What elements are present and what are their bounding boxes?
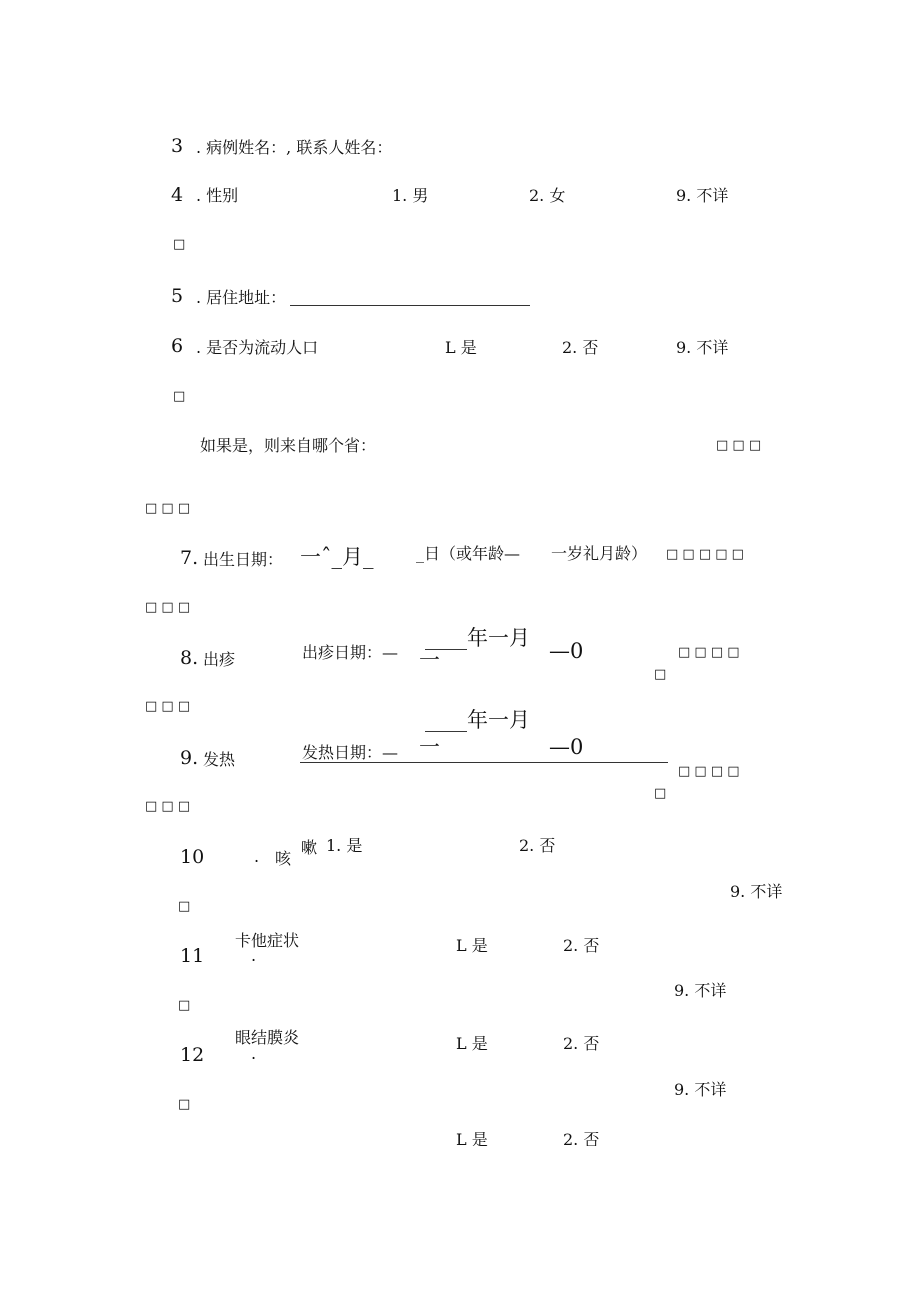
q6-option-yes[interactable]: L 是	[445, 338, 477, 357]
q7-birth-month[interactable]: 一ˆ_月_	[300, 545, 374, 569]
q12-checkbox[interactable]: □	[178, 1097, 191, 1112]
q6-option-unknown[interactable]: 9. 不详	[676, 338, 729, 357]
q4-label: . 性别	[196, 186, 239, 205]
q6-province-boxes-row2[interactable]: □ □ □	[145, 501, 191, 516]
q8-number: 8.	[180, 647, 199, 669]
q8-boxes-row2[interactable]: □ □ □	[145, 699, 191, 714]
q11-option-unknown[interactable]: 9. 不详	[674, 981, 727, 1000]
q4-option-male[interactable]: 1. 男	[392, 186, 429, 205]
q10-number: 10	[180, 846, 205, 868]
q9-boxes-row2[interactable]: □ □ □	[145, 799, 191, 814]
q8-box-extra[interactable]: □	[654, 667, 667, 682]
q6-province-question: 如果是，则来自哪个省：	[200, 436, 377, 455]
q7-age-months[interactable]: 一岁礼月龄）	[551, 544, 648, 563]
q6-checkbox[interactable]: □	[173, 389, 186, 404]
q13-option-yes-clip	[456, 1132, 516, 1146]
q8-rash-dash: 一	[419, 648, 440, 672]
q12-dot: .	[251, 1044, 257, 1063]
q9-box-extra[interactable]: □	[654, 786, 667, 801]
q9-fever-day[interactable]: —0	[549, 735, 584, 759]
q8-label: 出疹	[203, 650, 236, 669]
q10-dot: .	[254, 847, 260, 866]
q7-label: 出生日期：	[203, 550, 284, 569]
q10-option-yes[interactable]: 1. 是	[326, 836, 363, 855]
q12-number: 12	[180, 1044, 205, 1066]
q6-number: 6	[171, 335, 184, 357]
q12-option-yes[interactable]: L 是	[456, 1034, 488, 1053]
q12-option-no[interactable]: 2. 否	[563, 1034, 600, 1053]
q7-birth-day-or-age[interactable]: _日（或年龄—	[416, 544, 521, 563]
q6-option-no[interactable]: 2. 否	[562, 338, 599, 357]
q5-address-field[interactable]	[290, 305, 530, 306]
q12-label: 眼结膜炎	[235, 1028, 300, 1047]
q4-option-female[interactable]: 2. 女	[529, 186, 566, 205]
q10-label: 咳	[275, 849, 292, 868]
q13-option-no-clip	[563, 1132, 623, 1146]
q10-option-no[interactable]: 2. 否	[519, 836, 556, 855]
q9-number: 9.	[180, 747, 199, 769]
q11-label: 卡他症状	[235, 931, 300, 950]
q8-boxes[interactable]: □ □ □ □	[678, 645, 740, 660]
q4-number: 4	[171, 184, 184, 206]
q11-option-yes[interactable]: L 是	[456, 936, 488, 955]
q5-label: . 居住地址：	[196, 288, 287, 307]
q13-option-yes[interactable]: L 是	[456, 1132, 488, 1146]
q6-label: . 是否为流动人口	[196, 338, 319, 357]
q11-option-no[interactable]: 2. 否	[563, 936, 600, 955]
q7-boxes[interactable]: □ □ □ □ □	[666, 547, 744, 562]
q8-rash-year-month[interactable]: ____年一月	[425, 626, 530, 650]
q9-fever-year-month[interactable]: ____年一月	[425, 708, 530, 732]
q10-checkbox[interactable]: □	[178, 899, 191, 914]
q9-label: 发热	[203, 750, 236, 769]
q9-fever-date-label: 发热日期：—	[302, 743, 399, 762]
q11-checkbox[interactable]: □	[178, 998, 191, 1013]
q3-number: 3	[171, 135, 184, 157]
q9-fever-dash: 一	[419, 735, 440, 759]
q4-checkbox[interactable]: □	[173, 237, 186, 252]
q13-option-no[interactable]: 2. 否	[563, 1132, 600, 1146]
q11-number: 11	[180, 945, 205, 967]
q5-number: 5	[171, 285, 184, 307]
q8-rash-day[interactable]: —0	[549, 639, 584, 663]
q10-label-part2: 嗽	[301, 838, 318, 857]
q9-boxes[interactable]: □ □ □ □	[678, 764, 740, 779]
q4-option-unknown[interactable]: 9. 不详	[676, 186, 729, 205]
q10-option-unknown[interactable]: 9. 不详	[730, 882, 783, 901]
q6-province-boxes[interactable]: □ □ □	[716, 438, 762, 453]
q3-text: . 病例姓名：, 联系人姓名：	[196, 138, 393, 157]
q7-number: 7.	[180, 547, 199, 569]
q8-rash-date-label: 出疹日期：—	[302, 643, 399, 662]
q9-date-underline	[300, 762, 668, 763]
q7-boxes-row2[interactable]: □ □ □	[145, 600, 191, 615]
q11-dot: .	[251, 946, 257, 965]
q12-option-unknown[interactable]: 9. 不详	[674, 1080, 727, 1099]
